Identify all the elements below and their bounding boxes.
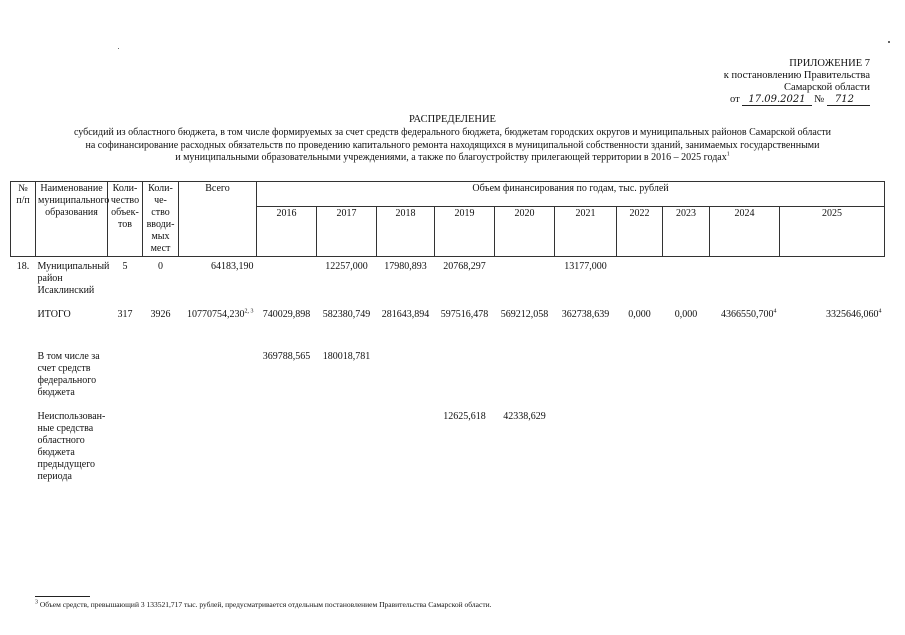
- row-num-text: 18.: [16, 261, 30, 272]
- row-year-value: [780, 349, 885, 409]
- row-year-value-text: 597516,478: [440, 309, 489, 320]
- row-year-value: [663, 257, 710, 308]
- row-total: [179, 349, 257, 409]
- row-objects: [108, 257, 143, 308]
- row-name-text: Неиспользован-ные средства областного бюджета предыдущего периода: [37, 411, 106, 482]
- row-year-value: [617, 409, 663, 485]
- header-year: 2018: [377, 207, 435, 257]
- row-year-value: [317, 409, 377, 485]
- row-objects: [108, 409, 143, 485]
- row-year-value-text: 0,000: [628, 309, 651, 320]
- row-year-value-text: 20768,297: [443, 261, 486, 272]
- row-year-value: [663, 409, 710, 485]
- row-year-value-text: 42338,629: [503, 411, 546, 422]
- header-year: 2016: [257, 207, 317, 257]
- subtitle-footnote-ref: 1: [726, 151, 730, 158]
- row-year-value: [555, 409, 617, 485]
- row-year-value-text: 281643,894: [381, 309, 430, 320]
- row-year-value: [435, 257, 495, 308]
- row-num: [11, 349, 36, 409]
- row-year-value-text: 4366550,700: [721, 309, 774, 320]
- document-title: РАСПРЕДЕЛЕНИЕ: [409, 114, 496, 125]
- header-year: 2017: [317, 207, 377, 257]
- header-year: 2019: [435, 207, 495, 257]
- row-year-value: [317, 349, 377, 409]
- row-places-text: 3926: [150, 309, 171, 320]
- row-year-value: [617, 307, 663, 349]
- row-year-value-text: 362738,639: [561, 309, 610, 320]
- row-name: [36, 257, 108, 308]
- funding-table: [10, 181, 885, 485]
- header-year: 2023: [663, 207, 710, 257]
- footnote-ref: 2, 3: [244, 308, 254, 315]
- row-num: [11, 409, 36, 485]
- document-subtitle: [0, 127, 905, 165]
- appendix-region-line: Самарской области: [784, 82, 870, 93]
- decree-number: 712: [827, 94, 870, 106]
- row-name-text: В том числе за счет средств федерального бюджета: [37, 351, 100, 398]
- row-year-value-text: 12625,618: [443, 411, 486, 422]
- row-year-value: [710, 409, 780, 485]
- appendix-block: [724, 58, 870, 106]
- row-year-value: [495, 307, 555, 349]
- row-num: [11, 257, 36, 308]
- row-year-value: [435, 409, 495, 485]
- appendix-date-line: [724, 94, 870, 106]
- row-objects-text: 5: [122, 261, 128, 272]
- row-name: [36, 409, 108, 485]
- header-year: 2024: [710, 207, 780, 257]
- row-year-value: [435, 349, 495, 409]
- scan-speck: [888, 41, 890, 43]
- footnote: [35, 600, 492, 609]
- subtitle-line-3: [0, 152, 905, 165]
- row-year-value-text: 0,000: [674, 309, 698, 320]
- footnote-divider: [35, 596, 90, 597]
- header-year: 2021: [555, 207, 617, 257]
- subtitle-line-3-text: и муниципальными образовательными учреждениями, а также по благоустройству прилегающей территории в 2016 – 2025 годах: [175, 152, 727, 163]
- header-total: Всего: [179, 182, 257, 257]
- row-year-value-text: 13177,000: [564, 261, 607, 272]
- footnote-ref: 4: [878, 308, 882, 315]
- row-year-value: [555, 307, 617, 349]
- row-year-value: [555, 257, 617, 308]
- footnote-text: Объем средств, превышающий 3 133521,717 тыс. рублей, предусматривается отдельным постановлением Правительства Самарской области.: [39, 600, 492, 609]
- row-year-value: [710, 257, 780, 308]
- row-objects: [108, 307, 143, 349]
- row-year-value-text: 17980,893: [384, 261, 427, 272]
- row-name: [36, 307, 108, 349]
- appendix-decree-line: к постановлению Правительства: [723, 70, 870, 81]
- header-funding: Объем финансирования по годам, тыс. рублей: [257, 182, 885, 207]
- row-year-value: [257, 307, 317, 349]
- row-year-value: [257, 257, 317, 308]
- row-year-value: [663, 307, 710, 349]
- header-year: 2025: [780, 207, 885, 257]
- row-year-value: [710, 307, 780, 349]
- number-prefix: №: [814, 94, 825, 105]
- row-places-text: 0: [158, 261, 163, 272]
- row-year-value: [377, 349, 435, 409]
- row-places: [143, 409, 179, 485]
- row-places: [143, 349, 179, 409]
- row-places: [143, 307, 179, 349]
- row-year-value: [495, 257, 555, 308]
- row-year-value: [317, 307, 377, 349]
- row-total-text: 64183,190: [211, 261, 254, 272]
- table-row: [11, 307, 885, 349]
- footnote-ref: 4: [773, 308, 777, 315]
- row-year-value-text: 12257,000: [325, 261, 368, 272]
- row-year-value: [617, 349, 663, 409]
- row-name-text: ИТОГО: [37, 309, 71, 320]
- date-prefix: от: [730, 94, 740, 105]
- row-year-value: [780, 307, 885, 349]
- row-year-value: [780, 409, 885, 485]
- row-year-value: [555, 349, 617, 409]
- header-num: № п/п: [11, 182, 36, 257]
- header-objects: Коли-чество объек-тов: [108, 182, 143, 257]
- decree-date: 17.09.2021: [742, 94, 811, 106]
- row-year-value: [617, 257, 663, 308]
- row-name: [36, 349, 108, 409]
- row-year-value: [317, 257, 377, 308]
- row-year-value-text: 369788,565: [262, 351, 311, 362]
- subtitle-line-2: на софинансирование расходных обязательств по проведению капитального ремонта находящихся в муниципальной собственности зданий, занимаемых государственными: [85, 139, 820, 151]
- header-name: Наименование муниципального образования: [36, 182, 108, 257]
- row-year-value-text: 569212,058: [500, 309, 549, 320]
- row-year-value: [257, 409, 317, 485]
- row-year-value: [377, 257, 435, 308]
- footnote-ref: 3: [35, 599, 38, 606]
- subtitle-line-1: субсидий из областного бюджета, в том числе формируемых за счет средств федерального бюджета, бюджетам городских округов и муниципальных районов Самарской области: [73, 127, 832, 138]
- appendix-title: ПРИЛОЖЕНИЕ 7: [789, 58, 870, 69]
- row-year-value: [377, 307, 435, 349]
- row-year-value: [257, 349, 317, 409]
- row-year-value: [663, 349, 710, 409]
- table-body: [11, 257, 885, 486]
- row-year-value: [435, 307, 495, 349]
- row-num: [11, 307, 36, 349]
- row-total: [179, 307, 257, 349]
- table-row: [11, 409, 885, 485]
- table-row: [11, 257, 885, 308]
- row-year-value: [495, 409, 555, 485]
- row-year-value: [710, 349, 780, 409]
- header-places: Коли-че-ство вводи-мых мест: [143, 182, 179, 257]
- row-year-value-text: 3325646,060: [826, 309, 879, 320]
- row-objects-text: 317: [117, 309, 133, 320]
- row-total: [179, 409, 257, 485]
- header-year: 2020: [495, 207, 555, 257]
- row-name-text: Муниципальный район Исаклинский: [37, 261, 110, 296]
- row-year-value-text: 180018,781: [322, 351, 371, 362]
- row-year-value: [377, 409, 435, 485]
- row-total-text: 10770754,230: [187, 309, 245, 320]
- row-places: [143, 257, 179, 308]
- row-year-value-text: 740029,898: [262, 309, 311, 320]
- row-year-value: [495, 349, 555, 409]
- table-row: [11, 349, 885, 409]
- row-total: [179, 257, 257, 308]
- header-year: 2022: [617, 207, 663, 257]
- row-objects: [108, 349, 143, 409]
- scan-speck: [118, 48, 119, 49]
- row-year-value-text: 582380,749: [322, 309, 371, 320]
- row-year-value: [780, 257, 885, 308]
